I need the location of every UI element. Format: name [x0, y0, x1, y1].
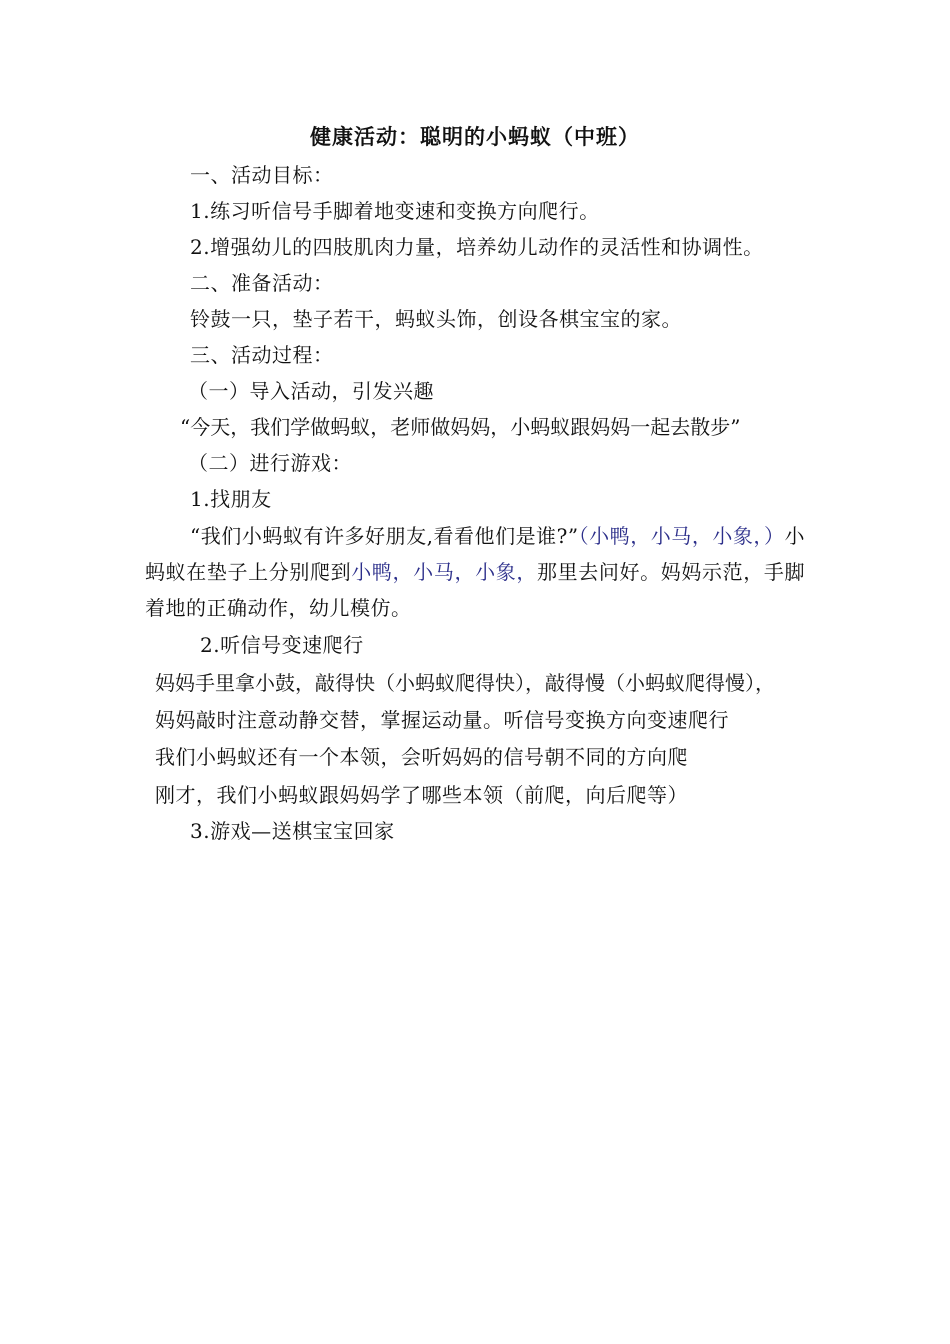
find-friends-end: 那里去问好。妈妈示范，手脚着地的正确动作，幼儿模仿。: [145, 560, 806, 620]
materials-text: 铃鼓一只，垫子若干，蚂蚁头饰，创设各棋宝宝的家。: [190, 307, 682, 331]
goal-item-2: 2.增强幼儿的四肢肌肉力量，培养幼儿动作的灵活性和协调性。: [190, 235, 764, 259]
step-heading-games: （二）进行游戏：: [188, 451, 352, 475]
find-friends-paragraph: [145, 518, 805, 626]
friends-list: （小鸭，小马，小象，）: [578, 524, 785, 548]
game-heading-send-home: 3.游戏—送棋宝宝回家: [190, 819, 395, 843]
signal-speed-line-3: 我们小蚂蚁还有一个本领，会听妈妈的信号朝不同的方向爬: [155, 745, 688, 769]
friends-inline: 小鸭，小马，小象，: [351, 560, 537, 584]
step-heading-intro: （一）导入活动，引发兴趣: [188, 379, 434, 403]
game-heading-signal-speed: 2.听信号变速爬行: [200, 633, 364, 657]
section-heading-preparation: 二、准备活动：: [190, 271, 334, 295]
intro-quote: “今天，我们学做蚂蚁，老师做妈妈，小蚂蚁跟妈妈一起去散步”: [180, 415, 741, 439]
section-heading-process: 三、活动过程：: [190, 343, 334, 367]
find-friends-quote: “我们小蚂蚁有许多好朋友,看看他们是谁?”: [190, 524, 579, 548]
goal-item-1: 1.练习听信号手脚着地变速和变换方向爬行。: [190, 199, 600, 223]
game-heading-find-friends: 1.找朋友: [190, 487, 272, 511]
signal-speed-line-4: 刚才，我们小蚂蚁跟妈妈学了哪些本领（前爬，向后爬等）: [155, 783, 688, 807]
signal-speed-line-2: 妈妈敲时注意动静交替，掌握运动量。听信号变换方向变速爬行: [155, 708, 729, 732]
document-title: 健康活动：聪明的小蚂蚁（中班）: [310, 124, 640, 149]
section-heading-goals: 一、活动目标：: [190, 163, 334, 187]
find-friends-middle: 小蚂蚁在垫子上分别爬到: [145, 524, 805, 584]
signal-speed-line-1: 妈妈手里拿小鼓，敲得快（小蚂蚁爬得快），敲得慢（小蚂蚁爬得慢），: [155, 671, 775, 695]
